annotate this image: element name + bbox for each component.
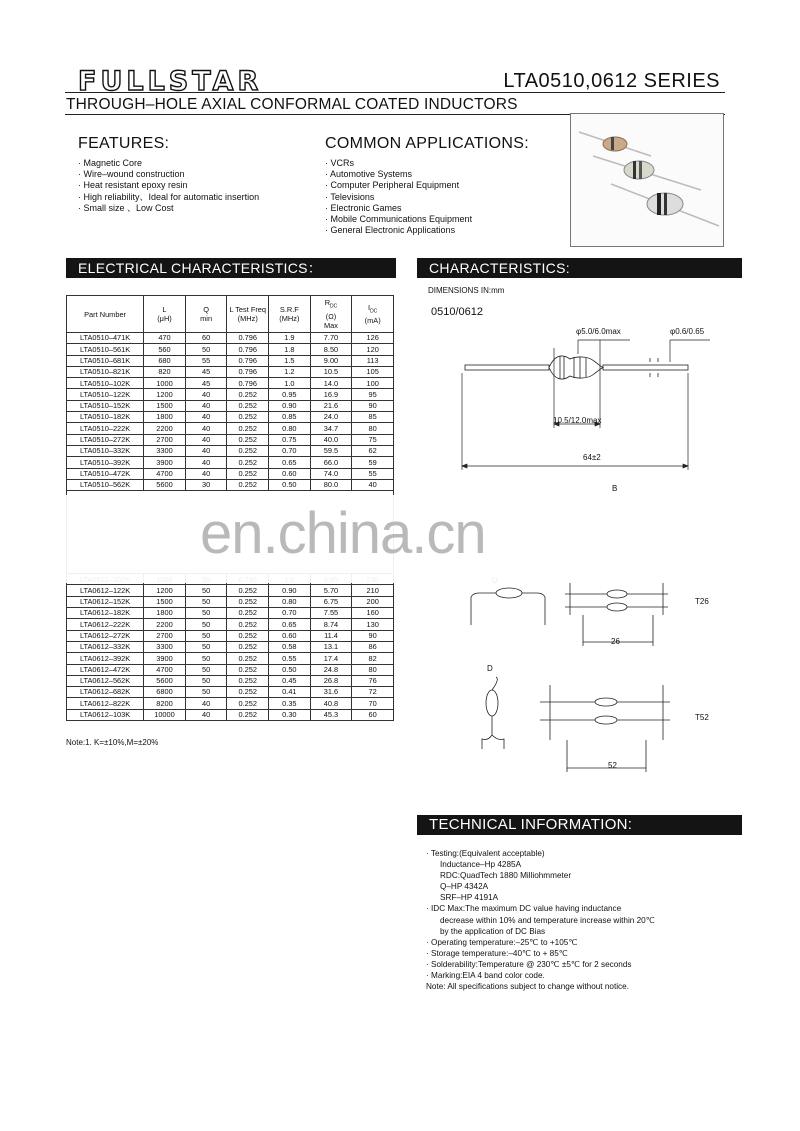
table-cell: 55 [352, 468, 394, 479]
table-cell: 40 [185, 445, 227, 456]
table-cell: 55 [185, 355, 227, 366]
table-cell: 1000 [144, 378, 186, 389]
table-cell: 70 [352, 698, 394, 709]
table-cell: 0.80 [269, 596, 311, 607]
variant-d-label: D [487, 664, 493, 673]
col-inductance: L (μH) [144, 296, 186, 333]
table-cell: 6.75 [310, 596, 352, 607]
table-cell: 0.85 [269, 412, 311, 423]
table-cell: 0.252 [227, 664, 269, 675]
variant-b-label: B [612, 484, 618, 493]
table-cell: 0.30 [269, 709, 311, 720]
table-cell: 86 [352, 641, 394, 652]
features-list [78, 158, 259, 214]
list-item: · Computer Peripheral Equipment [325, 180, 472, 191]
table-cell: 5600 [144, 675, 186, 686]
table-cell: 0.252 [227, 434, 269, 445]
table-cell: LTA0510–152K [67, 400, 144, 411]
table-cell: 0.252 [227, 389, 269, 400]
table-row [67, 698, 394, 709]
table-cell: 0.252 [227, 675, 269, 686]
table-cell: 90 [352, 630, 394, 641]
table-cell: 1200 [144, 389, 186, 400]
technical-line: RDC:QuadTech 1880 Milliohmmeter [440, 871, 572, 881]
technical-line: · Solderability:Temperature @ 230℃ ±5℃ for 2 seconds [426, 959, 632, 969]
table-cell: 0.95 [269, 389, 311, 400]
list-item: · Wire–wound construction [78, 169, 259, 180]
table-cell: 3900 [144, 457, 186, 468]
table-row [67, 355, 394, 366]
table-cell: 0.252 [227, 596, 269, 607]
table-cell: 40 [185, 412, 227, 423]
table-row [67, 423, 394, 434]
table-cell: 0.796 [227, 344, 269, 355]
table-cell: 0.65 [269, 457, 311, 468]
table-cell: 4700 [144, 468, 186, 479]
axial-inductor-drawing [465, 356, 688, 379]
table-cell: LTA0510–272K [67, 434, 144, 445]
list-item: · Automotive Systems [325, 169, 472, 180]
dimension-drawing [420, 318, 740, 498]
table-row [67, 664, 394, 675]
technical-line: · Testing:(Equivalent acceptable) [426, 849, 545, 858]
table-cell: 40 [185, 400, 227, 411]
table-cell: 50 [185, 687, 227, 698]
table-cell: 0.252 [227, 619, 269, 630]
list-item: · Magnetic Core [78, 158, 259, 169]
table-cell: 59.5 [310, 445, 352, 456]
table-cell: 95 [352, 389, 394, 400]
table-cell: 3300 [144, 445, 186, 456]
table-cell: LTA0612–152K [67, 596, 144, 607]
table-cell: 40.8 [310, 698, 352, 709]
table-cell: LTA0612–822K [67, 698, 144, 709]
table-cell: 1500 [144, 596, 186, 607]
table-row [67, 653, 394, 664]
table-cell: 1800 [144, 412, 186, 423]
table-cell: 2200 [144, 423, 186, 434]
table-cell: 13.1 [310, 641, 352, 652]
table-cell: LTA0510–821K [67, 366, 144, 377]
table-cell: 6800 [144, 687, 186, 698]
t26-label: T26 [695, 597, 709, 606]
table-cell: 0.252 [227, 698, 269, 709]
table-row [67, 687, 394, 698]
table-cell: 7.70 [310, 333, 352, 344]
table-cell: LTA0510–392K [67, 457, 144, 468]
table-cell: 113 [352, 355, 394, 366]
page-subtitle: THROUGH–HOLE AXIAL CONFORMAL COATED INDUCTORS [66, 96, 518, 113]
table-cell: 82 [352, 653, 394, 664]
table-cell: 40 [185, 698, 227, 709]
table-cell: 470 [144, 333, 186, 344]
list-item: · High reliability、Ideal for automatic insertion [78, 192, 259, 203]
d-form-drawing [470, 675, 520, 753]
table-cell: 14.0 [310, 378, 352, 389]
table-cell: LTA0510–332K [67, 445, 144, 456]
list-item: · General Electronic Applications [325, 225, 472, 236]
table-cell: 0.252 [227, 479, 269, 490]
table-cell: 80 [352, 664, 394, 675]
technical-line: · Storage temperature:–40℃ to + 85℃ [426, 948, 568, 958]
table-row [67, 412, 394, 423]
table-cell: 0.60 [269, 468, 311, 479]
table-cell: 0.70 [269, 608, 311, 619]
table-row [67, 344, 394, 355]
table-cell: 45.3 [310, 709, 352, 720]
technical-list [426, 848, 655, 992]
table-cell: 45 [185, 378, 227, 389]
table-cell: 26.8 [310, 675, 352, 686]
characteristics-section-header: CHARACTERISTICS: [417, 258, 742, 278]
col-srf: S.R.F (MHz) [269, 296, 311, 333]
table-cell: 0.252 [227, 468, 269, 479]
header-rule-top [65, 92, 725, 93]
table-cell: 105 [352, 366, 394, 377]
table-cell: 0.60 [269, 630, 311, 641]
applications-title: COMMON APPLICATIONS: [325, 135, 529, 152]
col-q: Q min [185, 296, 227, 333]
table-cell: 40 [352, 479, 394, 490]
table-row [67, 479, 394, 490]
technical-section-header: TECHNICAL INFORMATION: [417, 815, 742, 835]
table-cell: 2700 [144, 630, 186, 641]
table-cell: 8.50 [310, 344, 352, 355]
table-cell: 0.252 [227, 585, 269, 596]
table-cell: 50 [185, 641, 227, 652]
table-row [67, 630, 394, 641]
table-cell: LTA0510–122K [67, 389, 144, 400]
table-cell: LTA0612–472K [67, 664, 144, 675]
table-cell: 0.252 [227, 630, 269, 641]
tolerance-note: Note:1. K=±10%,M=±20% [66, 738, 159, 747]
table-row [67, 619, 394, 630]
table-cell: 40 [185, 389, 227, 400]
features-title: FEATURES: [78, 135, 170, 152]
table-cell: 0.796 [227, 333, 269, 344]
table-cell: LTA0510–561K [67, 344, 144, 355]
table-cell: 820 [144, 366, 186, 377]
table-cell: 1.8 [269, 344, 311, 355]
table-cell: LTA0612–562K [67, 675, 144, 686]
table-cell: 50 [185, 344, 227, 355]
table-cell: 76 [352, 675, 394, 686]
technical-line: Q–HP 4342A [440, 882, 489, 892]
t52-dimension: 52 [608, 761, 617, 770]
table-cell: 72 [352, 687, 394, 698]
table-cell: 0.35 [269, 698, 311, 709]
table-cell: LTA0510–681K [67, 355, 144, 366]
table-row [67, 434, 394, 445]
list-item: · Mobile Communications Equipment [325, 214, 472, 225]
brand-logo: FULLSTAR [78, 66, 263, 97]
technical-line: decrease within 10% and temperature increase within 20℃ [440, 915, 655, 925]
table-cell: 0.55 [269, 653, 311, 664]
table-cell: 60 [185, 333, 227, 344]
table-cell: 1.0 [269, 378, 311, 389]
technical-line: by the application of DC Bias [440, 926, 546, 936]
table-cell: 0.252 [227, 608, 269, 619]
table-cell: 2700 [144, 434, 186, 445]
table-cell: 31.6 [310, 687, 352, 698]
technical-line: · Marking:EIA 4 band color code. [426, 971, 545, 981]
table-cell: 40 [185, 423, 227, 434]
table-cell: LTA0612–103K [67, 709, 144, 720]
table-cell: 50 [185, 675, 227, 686]
table-cell: 2200 [144, 619, 186, 630]
table-cell: 50 [185, 630, 227, 641]
table-cell: 24.8 [310, 664, 352, 675]
table-cell: 0.252 [227, 653, 269, 664]
table-cell: 50 [185, 664, 227, 675]
table-cell: 40.0 [310, 434, 352, 445]
table-cell: 0.90 [269, 400, 311, 411]
table-cell: 0.50 [269, 664, 311, 675]
electrical-section-header: ELECTRICAL CHARACTERISTICS： [66, 258, 396, 278]
table-cell: 50 [185, 619, 227, 630]
table-row [67, 400, 394, 411]
table-cell: 62 [352, 445, 394, 456]
table-cell: 85 [352, 412, 394, 423]
table-cell: 74.0 [310, 468, 352, 479]
technical-line: Inductance–Hp 4285A [440, 860, 522, 870]
technical-line: SRF–HP 4191A [440, 893, 499, 903]
list-item: · Televisions [325, 192, 472, 203]
table-cell: 100 [352, 378, 394, 389]
table-cell: LTA0612–222K [67, 619, 144, 630]
table-row [67, 445, 394, 456]
table-cell: 0.58 [269, 641, 311, 652]
table-cell: 8.74 [310, 619, 352, 630]
table-cell: 0.65 [269, 619, 311, 630]
table-cell: 5.70 [310, 585, 352, 596]
table-cell: 40 [185, 434, 227, 445]
table-cell: 0.252 [227, 687, 269, 698]
table-cell: 680 [144, 355, 186, 366]
table-cell: 0.70 [269, 445, 311, 456]
table-cell: 50 [185, 653, 227, 664]
table-cell: 120 [352, 344, 394, 355]
table-cell: 0.252 [227, 641, 269, 652]
table-cell: 17.4 [310, 653, 352, 664]
table-cell: 1.2 [269, 366, 311, 377]
table-row [67, 378, 394, 389]
body-diameter-label: φ5.0/6.0max [576, 327, 621, 336]
table-cell: 5600 [144, 479, 186, 490]
table-cell: 1.5 [269, 355, 311, 366]
table-cell: 0.90 [269, 585, 311, 596]
table-cell: 560 [144, 344, 186, 355]
table-cell: 50 [185, 608, 227, 619]
list-item: · VCRs [325, 158, 472, 169]
col-test-freq: L Test Freq (MHz) [227, 296, 269, 333]
list-item: · Heat resistant epoxy resin [78, 180, 259, 191]
table-cell: 0.252 [227, 423, 269, 434]
series-title: LTA0510,0612 SERIES [503, 70, 720, 92]
table-cell: 0.41 [269, 687, 311, 698]
table-cell: 21.6 [310, 400, 352, 411]
technical-line: · Operating temperature:–25℃ to +105℃ [426, 937, 578, 947]
table-cell: LTA0510–472K [67, 468, 144, 479]
table-row [67, 641, 394, 652]
table-cell: 0.252 [227, 709, 269, 720]
table-cell: 75 [352, 434, 394, 445]
table-cell: 130 [352, 619, 394, 630]
lead-diameter-label: φ0.6/0.65 [670, 327, 705, 336]
t26-dimension: 26 [611, 637, 620, 646]
table-cell: 0.796 [227, 378, 269, 389]
u-form-drawing [465, 585, 555, 640]
table-cell: 3300 [144, 641, 186, 652]
table-cell: LTA0510–562K [67, 479, 144, 490]
table-cell: 0.75 [269, 434, 311, 445]
product-photo [570, 113, 724, 247]
inductor-medium-illustration [593, 156, 701, 190]
table-cell: 210 [352, 585, 394, 596]
table-cell: 8200 [144, 698, 186, 709]
applications-list [325, 158, 472, 236]
table-cell: 24.0 [310, 412, 352, 423]
table-row [67, 585, 394, 596]
table-row [67, 709, 394, 720]
table-row [67, 468, 394, 479]
table-cell: 0.252 [227, 445, 269, 456]
t52-tape-drawing [540, 682, 670, 774]
table-row [67, 389, 394, 400]
table-cell: 1500 [144, 400, 186, 411]
table-cell: 50 [185, 596, 227, 607]
table-cell: 3900 [144, 653, 186, 664]
table-cell: 0.796 [227, 355, 269, 366]
technical-line: Note: All specifications subject to change without notice. [426, 982, 629, 992]
table-row [67, 675, 394, 686]
technical-line: · IDC Max:The maximum DC value having inductance [426, 904, 622, 914]
list-item: · Electronic Games [325, 203, 472, 214]
t52-label: T52 [695, 713, 709, 722]
watermark-text: en.china.cn [200, 501, 486, 566]
table-row [67, 366, 394, 377]
table-cell: 16.9 [310, 389, 352, 400]
table-cell: LTA0612–332K [67, 641, 144, 652]
table-cell: 1200 [144, 585, 186, 596]
table-cell: 30 [185, 479, 227, 490]
table-cell: 200 [352, 596, 394, 607]
model-label: 0510/0612 [431, 306, 483, 318]
table-cell: 9.00 [310, 355, 352, 366]
table-cell: 90 [352, 400, 394, 411]
table-cell: 40 [185, 709, 227, 720]
col-idc: $I_{DC}$ (mA) [352, 296, 394, 333]
table-row [67, 608, 394, 619]
total-length-label: 64±2 [583, 453, 601, 462]
table-cell: 4700 [144, 664, 186, 675]
table-cell: 59 [352, 457, 394, 468]
table-cell: 0.50 [269, 479, 311, 490]
inductor-small-illustration [579, 132, 651, 156]
table-cell: 7.55 [310, 608, 352, 619]
table-cell: 45 [185, 366, 227, 377]
col-rdc: $R_{DC}$ (Ω) Max [310, 296, 352, 333]
table-cell: 0.252 [227, 412, 269, 423]
table-cell: 160 [352, 608, 394, 619]
list-item: · Small size 、Low Cost [78, 203, 259, 214]
body-length-label: 10.5/12.0max [553, 416, 602, 425]
table-row [67, 457, 394, 468]
dimensions-unit: DIMENSIONS IN:mm [428, 286, 505, 295]
table-cell: LTA0510–182K [67, 412, 144, 423]
table-cell: 40 [185, 457, 227, 468]
table-cell: 66.0 [310, 457, 352, 468]
table-cell: LTA0510–471K [67, 333, 144, 344]
table-cell: 0.796 [227, 366, 269, 377]
table-cell: LTA0612–392K [67, 653, 144, 664]
table-cell: LTA0612–122K [67, 585, 144, 596]
table-cell: LTA0612–182K [67, 608, 144, 619]
table-cell: 60 [352, 709, 394, 720]
table-cell: 0.45 [269, 675, 311, 686]
table-cell: LTA0510–102K [67, 378, 144, 389]
table-row [67, 333, 394, 344]
table-header-row [67, 296, 394, 333]
col-part-number: Part Number [67, 296, 144, 333]
table-cell: 1800 [144, 608, 186, 619]
table-cell: 34.7 [310, 423, 352, 434]
table-cell: 0.252 [227, 457, 269, 468]
table-cell: 10.5 [310, 366, 352, 377]
table-cell: 0.80 [269, 423, 311, 434]
table-cell: LTA0510–222K [67, 423, 144, 434]
inductor-large-illustration [611, 184, 719, 226]
table-row [67, 596, 394, 607]
table-cell: 126 [352, 333, 394, 344]
table-cell: 11.4 [310, 630, 352, 641]
table-cell: 1.9 [269, 333, 311, 344]
table-cell: LTA0612–682K [67, 687, 144, 698]
table-cell: LTA0612–272K [67, 630, 144, 641]
table-cell: 80 [352, 423, 394, 434]
table-cell: 10000 [144, 709, 186, 720]
table-cell: 80.0 [310, 479, 352, 490]
table-cell: 50 [185, 585, 227, 596]
table-cell: 40 [185, 468, 227, 479]
table-cell: 0.252 [227, 400, 269, 411]
